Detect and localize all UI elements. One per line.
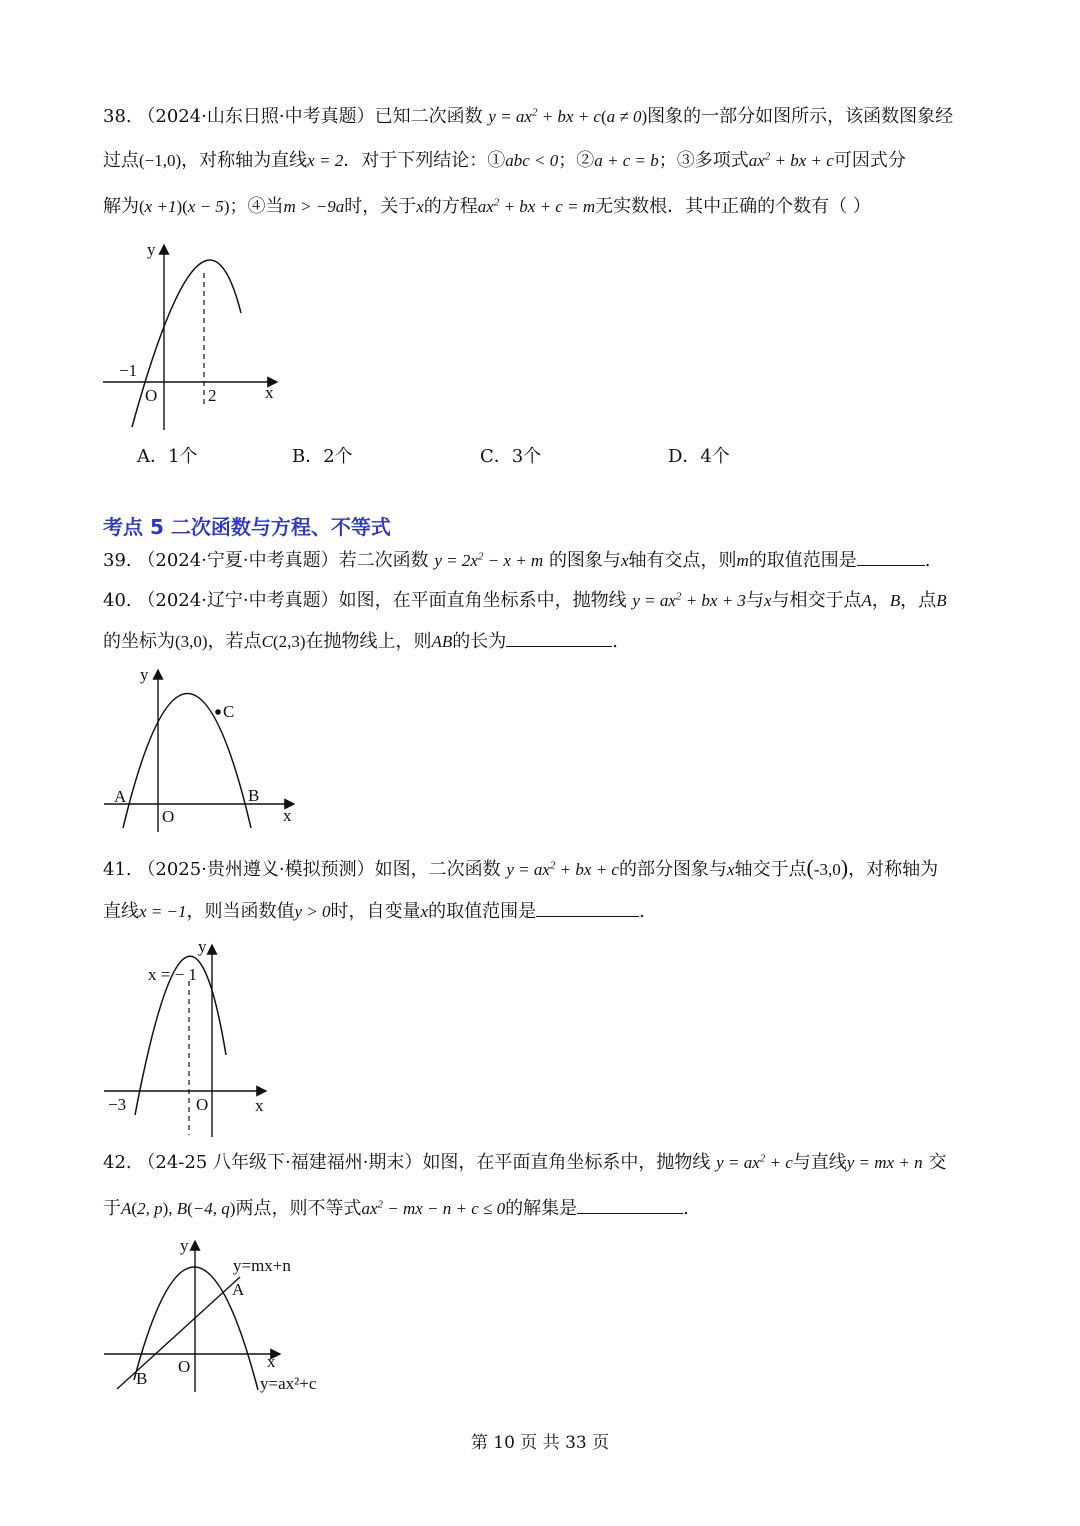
y-label: y — [147, 240, 156, 259]
q40-line-2: 的坐标为(3,0)，若点C(2,3)在抛物线上，则AB的长为 . — [103, 628, 618, 655]
q41-graph — [100, 935, 280, 1140]
formula: (-3,0) — [806, 855, 849, 880]
question-number: 40. — [103, 590, 132, 611]
x-label: x — [265, 383, 274, 402]
origin-label: O — [162, 807, 175, 826]
option-c[interactable]: C．3个 — [480, 446, 542, 467]
formula: x = −1 — [139, 902, 187, 921]
formula: $y = 2x^2 - x + m$ — [434, 550, 544, 570]
formula: y = mx + n — [846, 1153, 923, 1172]
formula: m > −9a — [283, 197, 345, 216]
formula: x — [726, 860, 735, 879]
formula: $ax^2$ + bx + c — [748, 150, 834, 170]
q40-line-1: 40. （2024·辽宁·中考真题）如图，在平面直角坐标系中，抛物线 $y = ax^2$ + bx + 3与x与相交于点A，B，点B — [103, 590, 947, 611]
symmetry-axis-label: x = − 1 — [148, 965, 197, 984]
tick-label: −1 — [119, 361, 138, 380]
question-number: 38. — [103, 106, 132, 127]
answer-blank[interactable] — [506, 628, 612, 647]
formula: y > 0 — [294, 902, 331, 921]
origin-label: O — [178, 1357, 191, 1376]
formula: a + c = b — [594, 151, 659, 170]
question-source: （2024·辽宁·中考真题） — [137, 590, 339, 611]
formula: A(2, p), B(−4, q) — [121, 1199, 236, 1218]
tick-label: 2 — [208, 386, 217, 405]
parabola-label: y=ax²+c — [260, 1374, 317, 1393]
question-number: 42. — [103, 1152, 132, 1173]
answer-blank[interactable] — [577, 1195, 683, 1214]
question-number: 39. — [103, 550, 132, 571]
formula: x — [416, 197, 424, 216]
q38-line-3: 解为(x +1)(x − 5)；④当m > −9a时，关于x的方程$ax^2$ + bx + c = m无实数根．其中正确的个数有（ ） — [103, 196, 871, 217]
formula: x = 2 — [307, 151, 344, 170]
option-a[interactable]: A．1个 — [137, 446, 198, 467]
q42-line-1: 42. （24-25 八年级下·福建福州·期末）如图，在平面直角坐标系中，抛物线 $y = ax^2 + c$与直线y = mx + n 交 — [103, 1152, 947, 1173]
origin-label: O — [196, 1095, 209, 1114]
q41-line-1: 41. （2025·贵州遵义·模拟预测）如图，二次函数 $y = ax^2$ + bx + c的部分图象与x轴交于点(-3,0)，对称轴为 — [103, 855, 939, 880]
line-label: y=mx+n — [233, 1256, 291, 1275]
x-label: x — [255, 1096, 264, 1115]
point-c-label: C — [223, 702, 235, 721]
formula: A — [861, 591, 872, 610]
q39-line: 39. （2024·宁夏·中考真题）若二次函数 $y = 2x^2 - x + m$ 的图象与x轴有交点，则m的取值范围是 . — [103, 547, 931, 574]
formula: $y = ax^2$ + bx + c(a ≠ 0) — [488, 106, 648, 126]
q38-graph — [95, 235, 295, 435]
formula: $ax^2$ − mx − n + c ≤ 0 — [361, 1198, 506, 1218]
formula: B — [889, 591, 901, 610]
origin-label: O — [145, 386, 158, 405]
answer-blank[interactable] — [857, 547, 925, 566]
formula: (−1,0) — [139, 151, 182, 170]
section-title: 考点 5 二次函数与方程、不等式 — [103, 515, 391, 539]
answer-blank[interactable] — [536, 898, 639, 917]
page-footer: 第 10 页 共 33 页 — [470, 1433, 610, 1453]
formula: x — [763, 591, 772, 610]
formula: $y = ax^2 + c$ — [716, 1152, 793, 1172]
formula: abc < 0 — [505, 151, 559, 170]
point-b-label: B — [248, 786, 260, 805]
q41-line-2: 直线x = −1，则当函数值y > 0时，自变量x的取值范围是 . — [103, 898, 645, 925]
q40-graph — [100, 660, 305, 835]
formula: B — [936, 591, 947, 610]
point-b-label: B — [136, 1369, 148, 1388]
q42-graph — [100, 1235, 340, 1400]
formula: m — [736, 551, 749, 570]
x-label: x — [267, 1352, 276, 1371]
q42-line-2: 于A(2, p), B(−4, q)两点，则不等式$ax^2$ − mx − n + c ≤ 0的解集是 . — [103, 1195, 689, 1222]
option-b[interactable]: B．2个 — [292, 446, 353, 467]
question-source: （2025·贵州遵义·模拟预测） — [137, 859, 375, 880]
option-d[interactable]: D．4个 — [668, 446, 730, 467]
point-a-label: A — [114, 787, 127, 806]
question-source: （2024·山东日照·中考真题） — [137, 106, 375, 127]
question-source: （2024·宁夏·中考真题） — [137, 550, 339, 571]
formula: $ax^2$ + bx + c = m — [477, 196, 596, 216]
formula: (3,0) — [175, 632, 208, 651]
q38-line-1: 38. （2024·山东日照·中考真题）已知二次函数 $y = ax^2$ + bx + c(a ≠ 0)图象的一部分如图所示，该函数图象经 — [103, 106, 954, 127]
formula: $y = ax^2$ + bx + 3 — [632, 590, 746, 610]
formula: (x +1)(x − 5) — [139, 197, 230, 216]
formula: x — [620, 551, 629, 570]
q38-line-2: 过点(−1,0)，对称轴为直线x = 2．对于下列结论：①abc < 0；②a + c = b；③多项式$ax^2$ + bx + c可因式分 — [103, 150, 906, 171]
y-label: y — [198, 937, 207, 956]
formula: x — [420, 902, 429, 921]
x-label: x — [283, 806, 292, 825]
tick-label: −3 — [108, 1095, 127, 1114]
question-number: 41. — [103, 859, 132, 880]
point-c — [215, 709, 221, 715]
formula: C(2,3) — [261, 632, 306, 651]
y-label: y — [140, 665, 149, 684]
formula: $y = ax^2$ + bx + c — [506, 859, 619, 879]
formula: AB — [431, 632, 453, 651]
question-source: （24-25 八年级下·福建福州·期末） — [137, 1152, 423, 1173]
point-a-label: A — [232, 1280, 245, 1299]
y-label: y — [180, 1236, 189, 1255]
